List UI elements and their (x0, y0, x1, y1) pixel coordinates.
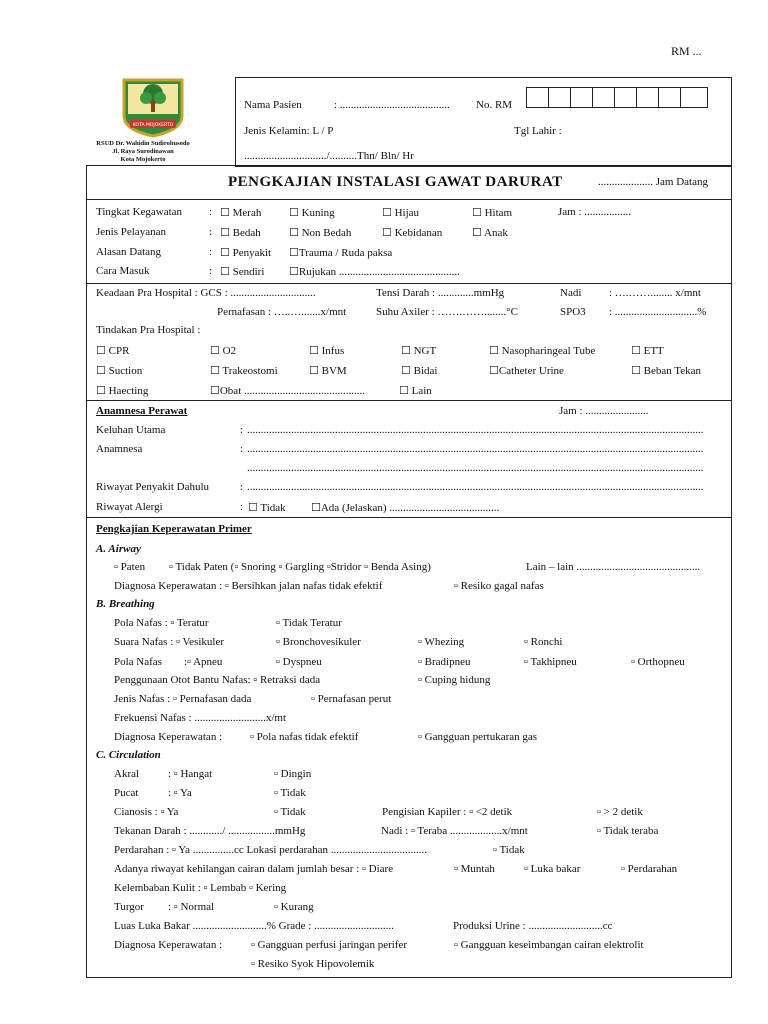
skin-moisture-options[interactable]: Kelembaban Kulit : ▫ Lembab ▫ Kering (114, 882, 287, 894)
airway-heading: A. Airway (96, 543, 141, 555)
urine-output-field[interactable]: Produksi Urine : ...........................cc (453, 920, 613, 932)
checkbox-sendiri[interactable]: ☐ Sendiri (220, 266, 265, 278)
checkbox-nadi-tidak-teraba[interactable]: ▫ Tidak teraba (597, 825, 659, 837)
checkbox-dyspneu[interactable]: ▫ Dyspneu (276, 656, 322, 668)
no-rm-label: No. RM (476, 99, 513, 111)
checkbox-ett[interactable]: ☐ ETT (631, 345, 664, 357)
colon: : (240, 424, 244, 436)
checkbox-nadi-teraba[interactable]: Nadi : ▫ Teraba ...................x/mnt (381, 825, 528, 837)
checkbox-resiko-syok[interactable]: ▫ Resiko Syok Hipovolemik (251, 958, 375, 970)
checkbox-ngt[interactable]: ☐ NGT (401, 345, 437, 357)
patient-name-label: Nama Pasien (244, 99, 302, 111)
colon: : (240, 481, 244, 493)
colon: : (209, 246, 213, 258)
breath-type-dada[interactable]: Jenis Nafas : ▫ Pernafasan dada (114, 693, 252, 705)
history-field[interactable]: ...................................................................................................................................................................... (247, 481, 704, 493)
checkbox-merah[interactable]: ☐ Merah (220, 207, 262, 219)
spo2-label: SPO3 (560, 306, 586, 318)
patient-name-field[interactable]: : ........................................ (334, 99, 450, 111)
colon: : (209, 206, 213, 218)
checkbox-pucat-tidak[interactable]: ▫ Tidak (274, 787, 306, 799)
checkbox-cianosis-tidak[interactable]: ▫ Tidak (274, 806, 306, 818)
checkbox-gangguan-pertukaran-gas[interactable]: ▫ Gangguan pertukaran gas (418, 731, 538, 743)
checkbox-luka-bakar[interactable]: ▫ Luka bakar (524, 863, 581, 875)
anamnesa-field[interactable]: ...................................................................................................................................................................... (247, 443, 704, 455)
anamnesa-title: Anamnesa Perawat (96, 405, 188, 417)
pucat-label: Pucat (114, 787, 139, 799)
checkbox-capillary-lt2[interactable]: Pengisian Kapiler : ▫ <2 detik (382, 806, 513, 818)
spo2-field[interactable]: : ..............................% (609, 306, 707, 318)
checkbox-tidak-paten[interactable]: ▫ Tidak Paten (▫ Snoring ▫ Gargling ▫Stridor ▫ Benda Asing) (169, 561, 431, 573)
checkbox-gangguan-cairan[interactable]: ▫ Gangguan keseimbangan cairan elektrolit (454, 939, 644, 951)
checkbox-bronchovesikuler[interactable]: ▫ Bronchovesikuler (276, 636, 361, 648)
turgor-label: Turgor (114, 901, 144, 913)
burn-area-field[interactable]: Luas Luka Bakar ...........................% Grade : ............................. (114, 920, 394, 932)
page-title: PENGKAJIAN INSTALASI GAWAT DARURAT (228, 174, 563, 190)
triage-level-label: Tingkat Kegawatan (96, 206, 183, 218)
anamnesa-label: Anamnesa (96, 443, 143, 455)
checkbox-hijau[interactable]: ☐ Hijau (382, 207, 420, 219)
checkbox-allergy-tidak[interactable]: ☐ Tidak (248, 502, 286, 514)
airway-diagnosis[interactable]: Diagnosa Keperawatan : ▫ Bersihkan jalan nafas tidak efektif (114, 580, 383, 592)
checkbox-bidai[interactable]: ☐ Bidai (401, 365, 438, 377)
service-type-label: Jenis Pelayanan (96, 226, 166, 238)
chief-complaint-field[interactable]: ...................................................................................................................................................................... (247, 424, 704, 436)
institution-name: RSUD Dr. Wahidin Sudirohusodo (96, 140, 190, 147)
checkbox-cianosis-ya[interactable]: Cianosis : ▫ Ya (114, 806, 179, 818)
checkbox-hitam[interactable]: ☐ Hitam (472, 207, 513, 219)
circulation-heading: C. Circulation (96, 749, 161, 761)
respiration-field[interactable]: Pernafasan : …..….......x/mnt (217, 306, 347, 318)
checkbox-catheter-urine[interactable]: ☐Catheter Urine (489, 365, 564, 377)
checkbox-obat[interactable]: ☐Obat ............................................ (210, 385, 365, 397)
anamnesa-time-field[interactable]: Jam : ....................... (559, 405, 649, 417)
colon: : (209, 265, 213, 277)
arrival-reason-label: Alasan Datang (96, 246, 162, 258)
blood-pressure-field[interactable]: Tensi Darah : .............mmHg (376, 287, 505, 299)
checkbox-trakeostomi[interactable]: ☐ Trakeostomi (210, 365, 278, 377)
checkbox-orthopneu[interactable]: ▫ Orthopneu (631, 656, 685, 668)
checkbox-rujukan[interactable]: ☐Rujukan ............................................ (289, 266, 460, 278)
checkbox-gangguan-perfusi[interactable]: ▫ Gangguan perfusi jaringan perifer (251, 939, 408, 951)
checkbox-capillary-gt2[interactable]: ▫ > 2 detik (597, 806, 643, 818)
checkbox-o2[interactable]: ☐ O2 (210, 345, 237, 357)
breath-frequency-field[interactable]: Frekuensi Nafas : ..........................x/mt (114, 712, 287, 724)
accessory-muscle-retraksi[interactable]: Penggunaan Otot Bantu Nafas: ▫ Retraksi dada (114, 674, 321, 686)
checkbox-takhipneu[interactable]: ▫ Takhipneu (524, 656, 577, 668)
checkbox-nasopharingeal-tube[interactable]: ☐ Nasopharingeal Tube (489, 345, 596, 357)
rm-number: RM ... (671, 44, 702, 58)
checkbox-lain[interactable]: ☐ Lain (399, 385, 432, 397)
breath-pattern-label: Pola Nafas (114, 656, 162, 668)
temperature-field[interactable]: Suhu Axiler : …….……........°C (376, 306, 518, 318)
checkbox-turgor-kurang[interactable]: ▫ Kurang (274, 901, 314, 913)
checkbox-penyakit[interactable]: ☐ Penyakit (220, 247, 272, 259)
blood-pressure-circ-field[interactable]: Tekanan Darah : ............/ .................mmHg (114, 825, 306, 837)
arrival-time-field[interactable]: .................... Jam Datang (598, 176, 708, 188)
checkbox-non-bedah[interactable]: ☐ Non Bedah (289, 227, 352, 239)
gender-field[interactable]: Jenis Kelamin: L / P (244, 125, 334, 137)
checkbox-suction[interactable]: ☐ Suction (96, 365, 143, 377)
dob-field[interactable]: Tgl Lahir : (514, 125, 562, 137)
age-field[interactable]: ............................../..........Thn/ Bln/ Hr (244, 150, 414, 162)
checkbox-kebidanan[interactable]: ☐ Kebidanan (382, 227, 443, 239)
circulation-diagnosis-label: Diagnosa Keperawatan : (114, 939, 223, 951)
checkbox-pucat-ya[interactable]: : ▫ Ya (168, 787, 192, 799)
checkbox-pola-nafas-tidak-efektif[interactable]: ▫ Pola nafas tidak efektif (250, 731, 359, 743)
allergy-label: Riwayat Alergi (96, 501, 163, 513)
breath-pattern-regular[interactable]: Pola Nafas : ▫ Teratur (114, 617, 209, 629)
checkbox-bvm[interactable]: ☐ BVM (309, 365, 347, 377)
checkbox-trauma[interactable]: ☐Trauma / Ruda paksa (289, 247, 393, 259)
checkbox-allergy-ada[interactable]: ☐Ada (Jelaskan) ........................................ (311, 502, 500, 514)
institution-city: Kota Mojokerto (120, 156, 166, 163)
checkbox-apneu[interactable]: :▫ Apneu (184, 656, 223, 668)
checkbox-bedah[interactable]: ☐ Bedah (220, 227, 261, 239)
hospital-logo-icon (118, 76, 188, 138)
pulse-field[interactable]: : ….……........ x/mnt (609, 287, 701, 299)
checkbox-perdarahan-ya[interactable]: Perdarahan : ▫ Ya ...............cc Lokasi perdarahan ................................... (114, 844, 428, 856)
checkbox-pernafasan-perut[interactable]: ▫ Pernafasan perut (311, 693, 392, 705)
checkbox-cuping-hidung[interactable]: ▫ Cuping hidung (418, 674, 491, 686)
checkbox-paten[interactable]: ▫ Paten (114, 561, 146, 573)
prehospital-action-label: Tindakan Pra Hospital : (96, 324, 201, 336)
checkbox-cairan-perdarahan[interactable]: ▫ Perdarahan (621, 863, 678, 875)
gcs-field[interactable]: Keadaan Pra Hospital : GCS : ............................... (96, 287, 316, 299)
colon: : (209, 226, 213, 238)
checkbox-bradipneu[interactable]: ▫ Bradipneu (418, 656, 471, 668)
checkbox-perdarahan-tidak[interactable]: ▫ Tidak (493, 844, 525, 856)
akral-label: Akral (114, 768, 140, 780)
colon: : (240, 443, 244, 455)
colon: : (240, 501, 244, 513)
checkbox-haecting[interactable]: ☐ Haecting (96, 385, 149, 397)
entry-method-label: Cara Masuk (96, 265, 150, 277)
checkbox-whezing[interactable]: ▫ Whezing (418, 636, 465, 648)
chief-complaint-label: Keluhan Utama (96, 424, 166, 436)
airway-other-field[interactable]: Lain – lain ............................................. (526, 561, 701, 573)
checkbox-infus[interactable]: ☐ Infus (309, 345, 345, 357)
checkbox-resiko-gagal-nafas[interactable]: ▫ Resiko gagal nafas (454, 580, 544, 592)
checkbox-dingin[interactable]: ▫ Dingin (274, 768, 312, 780)
checkbox-beban-tekan[interactable]: ☐ Beban Tekan (631, 365, 701, 377)
history-label: Riwayat Penyakit Dahulu (96, 481, 210, 493)
anamnesa-field-line2[interactable]: ...................................................................................................................................................................... (247, 462, 704, 474)
breath-sound-vesikuler[interactable]: Suara Nafas : ▫ Vesikuler (114, 636, 224, 648)
checkbox-tidak-teratur[interactable]: ▫ Tidak Teratur (276, 617, 342, 629)
checkbox-ronchi[interactable]: ▫ Ronchi (524, 636, 563, 648)
institution-address: Jl. Raya Surodinawan (112, 148, 174, 155)
checkbox-turgor-normal[interactable]: : ▫ Normal (168, 901, 215, 913)
checkbox-muntah[interactable]: ▫ Muntah (454, 863, 495, 875)
checkbox-diare[interactable]: Adanya riwayat kehilangan cairan dalam jumlah besar : ▫ Diare (114, 863, 394, 875)
breathing-heading: B. Breathing (96, 598, 155, 610)
pulse-label: Nadi (560, 287, 582, 299)
breathing-diagnosis-label: Diagnosa Keperawatan : (114, 731, 223, 743)
triage-time-field[interactable]: Jam : ................. (558, 206, 632, 218)
checkbox-anak[interactable]: ☐ Anak (472, 227, 508, 239)
checkbox-kuning[interactable]: ☐ Kuning (289, 207, 335, 219)
logo-text: KOTA MOJOKERTO (132, 123, 174, 128)
primary-assessment-title: Pengkajian Keperawatan Primer (96, 523, 252, 535)
checkbox-cpr[interactable]: ☐ CPR (96, 345, 130, 357)
checkbox-hangat[interactable]: : ▫ Hangat (168, 768, 213, 780)
